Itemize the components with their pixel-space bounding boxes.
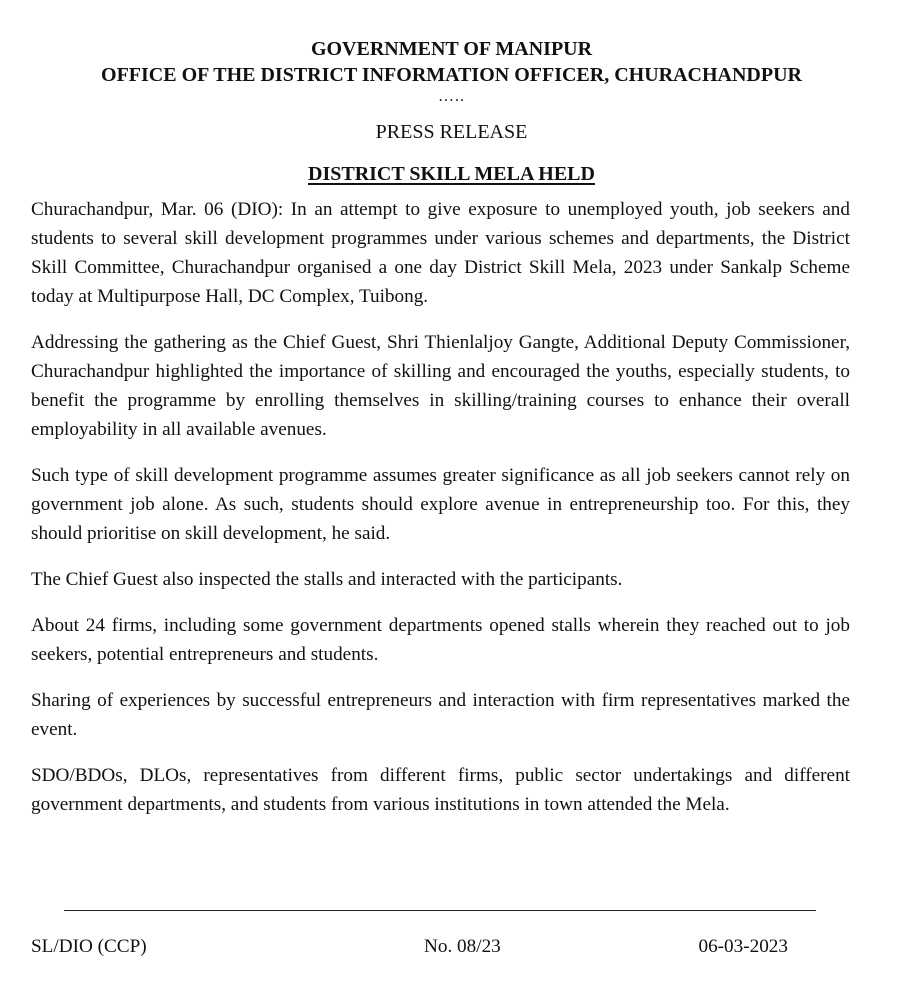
paragraph-3: Such type of skill development programme assumes greater significance as all job seekers cannot rely on government job alone. As such, students should explore avenue in entrepreneurship too. For this, they should prioritise on skill development, he said. (31, 465, 850, 544)
office-title: OFFICE OF THE DISTRICT INFORMATION OFFICER, CHURACHANDPUR (101, 64, 802, 86)
paragraph-7: SDO/BDOs, DLOs, representatives from different firms, public sector undertakings and different government departments, and students from various institutions in town attended the Mela. (31, 765, 850, 815)
footer-date: 06-03-2023 (698, 936, 788, 957)
paragraph-6: Sharing of experiences by successful entrepreneurs and interaction with firm representatives marked the event. (31, 690, 850, 740)
paragraph-4: The Chief Guest also inspected the stalls and interacted with the participants. (31, 569, 623, 590)
footer-divider (64, 910, 816, 911)
paragraph-1: Churachandpur, Mar. 06 (DIO): In an attempt to give exposure to unemployed youth, job seekers and students to several skill development programmes under various schemes and departments, the District Skill Committee, Churachandpur organised a one day District Skill Mela, 2023 under Sankalp Scheme today at Multipurpose Hall, DC Complex, Tuibong. (31, 199, 850, 307)
headline: DISTRICT SKILL MELA HELD (308, 163, 595, 185)
separator-dots: ….. (438, 88, 465, 105)
government-title: GOVERNMENT OF MANIPUR (310, 38, 593, 60)
paragraph-2: Addressing the gathering as the Chief Guest, Shri Thienlaljoy Gangte, Additional Deputy Commissioner, Churachandpur highlighted the importance of skilling and encouraged the youths, especially students, to benefit the programme by enrolling themselves in skilling/training courses to enhance their overall employability in all available avenues. (31, 332, 850, 440)
paragraph-5: About 24 firms, including some government departments opened stalls wherein they reached out to job seekers, potential entrepreneurs and students. (31, 615, 850, 665)
footer-number: No. 08/23 (424, 936, 501, 957)
document-type: PRESS RELEASE (375, 121, 528, 143)
footer-reference: SL/DIO (CCP) (31, 936, 147, 957)
article-body (31, 195, 850, 819)
